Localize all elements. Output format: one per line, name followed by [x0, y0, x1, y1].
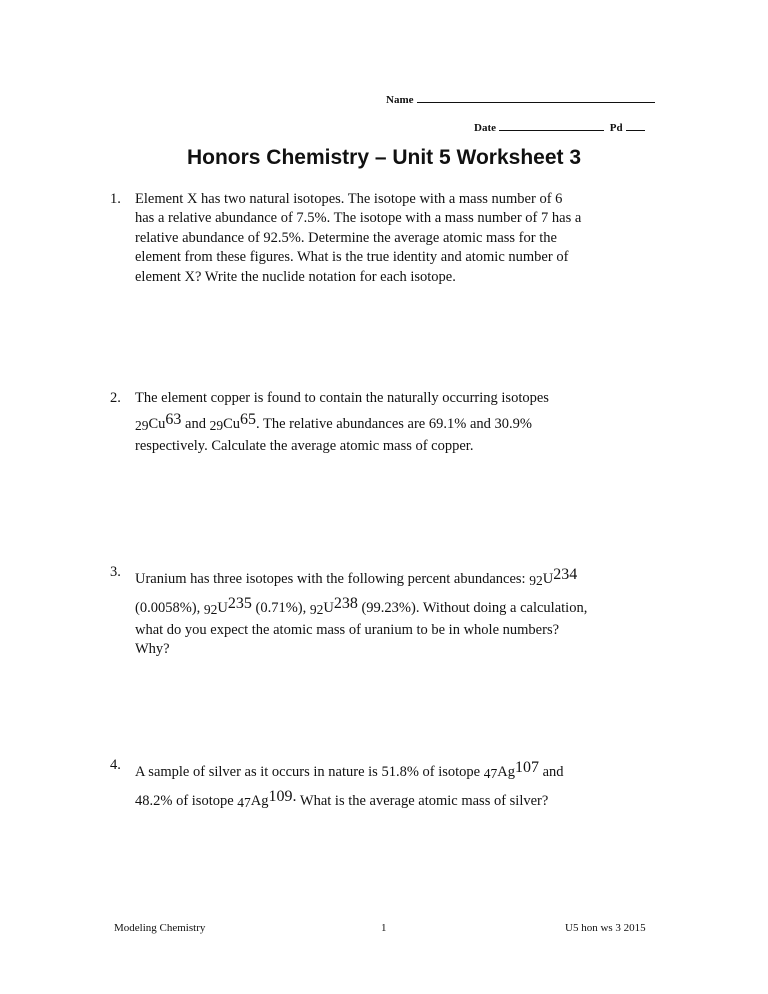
- question-1: [110, 190, 670, 287]
- question-text: The element copper is found to contain the naturally occurring isotopes: [135, 390, 549, 406]
- date-label: Date: [474, 122, 496, 134]
- question-text: 48.2% of isotope $_{47}Ag^{109.}$ What is the average atomic mass of silver?: [135, 788, 549, 810]
- question-text: Why?: [135, 641, 170, 658]
- question-number: 2.: [110, 390, 121, 406]
- page-number: 1: [381, 922, 387, 934]
- question-text: element from these figures. What is the true identity and atomic number of: [135, 249, 569, 266]
- question-2: [110, 389, 670, 457]
- question-text: element X? Write the nuclide notation for each isotope.: [135, 268, 456, 285]
- question-number: 4.: [110, 757, 121, 773]
- date-blank[interactable]: [499, 119, 604, 131]
- date-line: [474, 119, 645, 134]
- question-text: $_{29}Cu^{63}$ and $_{29}Cu^{65}$. The relative abundances are 69.1% and 30.9%: [135, 411, 532, 434]
- question-4: [110, 756, 670, 814]
- footer-right: U5 hon ws 3 2015: [565, 922, 646, 934]
- name-blank[interactable]: [417, 91, 655, 103]
- question-text: (0.0058%), $_{92}U^{235}$ (0.71%), $_{92}U^{238}$ (99.23%). Without doing a calculation,: [135, 595, 588, 617]
- page-title: Honors Chemistry – Unit 5 Worksheet 3: [186, 146, 582, 169]
- footer-left: Modeling Chemistry: [114, 922, 206, 934]
- question-text: relative abundance of 92.5%. Determine the average atomic mass for the: [135, 229, 557, 246]
- question-number: 3.: [110, 564, 121, 580]
- question-number: 1.: [110, 191, 121, 207]
- pd-label: Pd: [609, 122, 623, 134]
- question-text: respectively. Calculate the average atomic mass of copper.: [135, 438, 474, 455]
- question-3: [110, 563, 670, 660]
- question-text: Uranium has three isotopes with the following percent abundances: $_{92}U^{234}$: [135, 566, 578, 588]
- name-line: [386, 91, 655, 106]
- question-text: Element X has two natural isotopes. The isotope with a mass number of 6: [135, 191, 563, 207]
- question-text: A sample of silver as it occurs in nature is 51.8% of isotope $_{47}Ag^{107}$ and: [135, 759, 564, 781]
- question-text: what do you expect the atomic mass of uranium to be in whole numbers?: [135, 622, 560, 638]
- pd-blank[interactable]: [626, 119, 645, 131]
- question-text: has a relative abundance of 7.5%. The isotope with a mass number of 7 has a: [135, 210, 582, 227]
- name-label: Name: [386, 94, 414, 106]
